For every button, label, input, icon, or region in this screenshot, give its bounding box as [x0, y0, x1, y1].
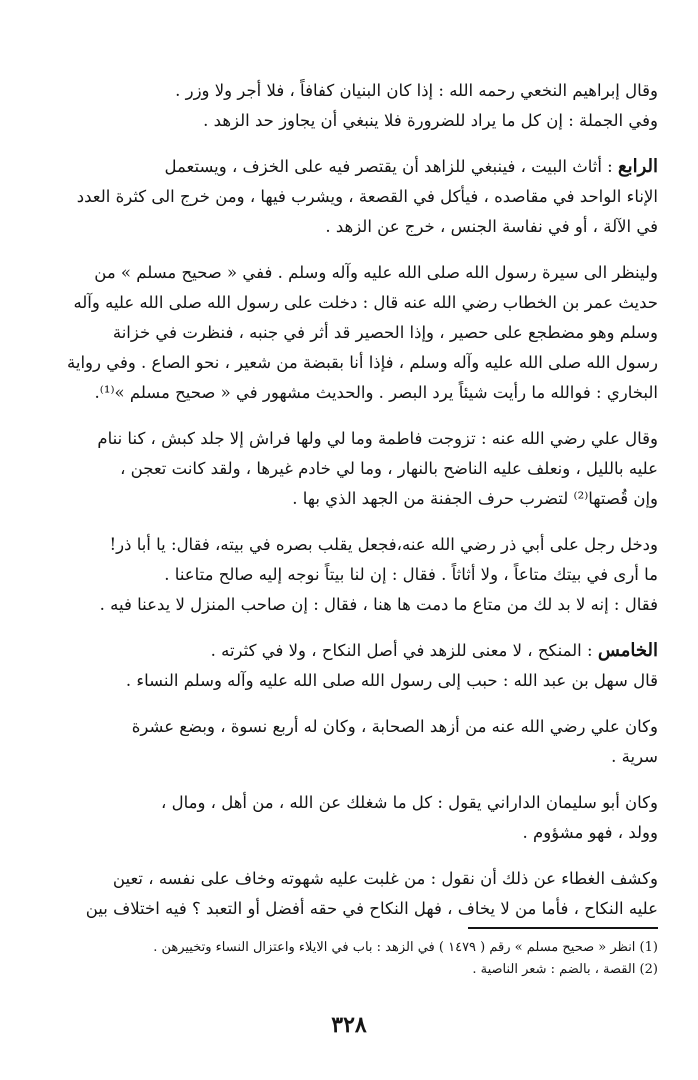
footnotes — [22, 927, 658, 981]
text-line — [22, 636, 658, 666]
paragraph — [22, 712, 658, 772]
section-heading: الخامس — [597, 640, 658, 661]
paragraph — [22, 152, 658, 242]
text-line: وإن قُصتها⁽²⁾ لتضرب حرف الجفنة من الجهد الذي بها . — [292, 489, 658, 508]
paragraph — [22, 76, 658, 136]
text-line: وقال إبراهيم النخعي رحمه الله : إذا كان البنيان كفافاً ، فلا أجر ولا وزر . — [175, 81, 658, 100]
paragraph — [22, 864, 658, 924]
page-number: ٣٢٨ — [331, 1012, 367, 1038]
text-line: قال سهل بن عبد الله : حبب إلى رسول الله صلى الله عليه وآله وسلم النساء . — [125, 671, 658, 690]
paragraph — [22, 530, 658, 620]
text-line: ولينظر الى سيرة رسول الله صلى الله عليه وآله وسلم . ففي « صحيح مسلم » من — [94, 263, 658, 282]
footnote: (1) انظر « صحيح مسلم » رقم ( ١٤٧٩ ) في الزهد : باب في الايلاء واعتزال النساء وتخييرهن . — [153, 940, 658, 955]
paragraph — [22, 788, 658, 848]
text-line: وكان علي رضي الله عنه من أزهد الصحابة ، وكان له أربع نسوة ، وبضع عشرة — [131, 717, 658, 736]
text-line: حديث عمر بن الخطاب رضي الله عنه قال : دخلت على رسول الله صلى الله عليه وآله — [73, 293, 658, 312]
text-line: ودخل رجل على أبي ذر رضي الله عنه،فجعل يقلب بصره في بيته، فقال: يا أبا ذر! — [109, 535, 658, 554]
text-line: وقال علي رضي الله عنه : تزوجت فاطمة وما لي ولها فراش إلا جلد كبش ، كنا ننام — [97, 429, 658, 448]
section-heading: الرابع — [617, 156, 658, 177]
paragraph — [22, 258, 658, 408]
paragraph — [22, 424, 658, 514]
text-line: الإناء الواحد في مقاصده ، فيأكل في القصعة ، ويشرب فيها ، ومن خرج الى كثرة العدد — [76, 187, 658, 206]
text-line-rest: : أثاث البيت ، فينبغي للزاهد أن يقتصر فيه على الخزف ، ويستعمل — [164, 157, 613, 176]
footnote-divider — [468, 927, 658, 929]
text-line: سرية . — [611, 747, 658, 766]
text-line-rest: : المنكح ، لا معنى للزهد في أصل النكاح ، ولا في كثرته . — [210, 641, 593, 660]
text-line: البخاري : فوالله ما رأيت شيئاً يرد البصر . والحديث مشهور في « صحيح مسلم »⁽¹⁾. — [94, 383, 658, 402]
paragraph — [22, 636, 658, 696]
footnote: (2) القصة ، بالضم : شعر الناصية . — [472, 962, 658, 977]
text-line: وفي الجملة : إن كل ما يراد للضرورة فلا ينبغي أن يجاوز حد الزهد . — [203, 111, 658, 130]
text-line: وكشف الغطاء عن ذلك أن نقول : من غلبت عليه شهوته وخاف على نفسه ، تعين — [112, 869, 658, 888]
text-line: فقال : إنه لا بد لك من متاع ما دمت ها هنا ، فقال : إن صاحب المنزل لا يدعنا فيه . — [99, 595, 658, 614]
text-line: وسلم وهو مضطجع على حصير ، وإذا الحصير قد أثر في جنبه ، فنظرت في خزانة — [112, 323, 658, 342]
text-line: ما أرى في بيتك متاعاً ، ولا أثاثاً . فقال : إن لنا بيتاً نوجه إليه صالح متاعنا . — [164, 565, 658, 584]
text-line: عليه بالليل ، ونعلف عليه الناضح بالنهار ، وما لي خادم غيرها ، ولقد كانت تعجن ، — [120, 459, 658, 478]
text-line: رسول الله صلى الله عليه وآله وسلم ، فإذا أنا بقبضة من شعير ، نحو الصاع . وفي رواية — [67, 353, 658, 372]
text-line: وكان أبو سليمان الداراني يقول : كل ما شغلك عن الله ، من أهل ، ومال ، — [161, 793, 658, 812]
text-line: في الآلة ، أو في نفاسة الجنس ، خرج عن الزهد . — [325, 217, 658, 236]
text-line: عليه النكاح ، فأما من لا يخاف ، فهل النكاح في حقه أفضل أو التعبد ؟ فيه اختلاف بين — [85, 899, 658, 918]
text-line: وولد ، فهو مشؤوم . — [522, 823, 658, 842]
text-line — [22, 152, 658, 182]
